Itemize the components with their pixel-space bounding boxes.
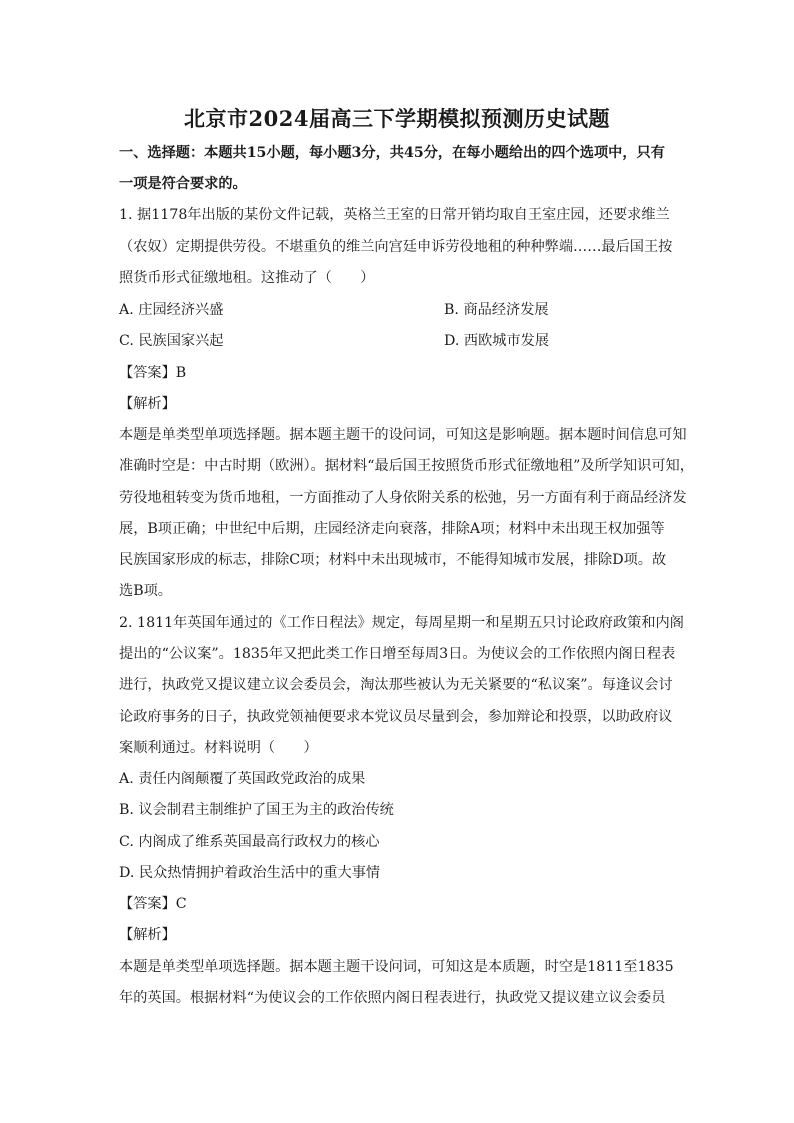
q2-stem-line-3: 进行，执政党又提议建立议会委员会，淘汰那些被认为无关紧要的“私议案”。每逢议会讨 <box>119 677 673 693</box>
q2-option-d: D. 民众热情拥护着政治生活中的重大事情 <box>119 865 381 881</box>
q1-option-a: A. 庄园经济兴盛 <box>119 302 224 318</box>
q2-stem-line-5: 案顺利通过。材料说明（ ） <box>119 740 318 756</box>
q1-stem-line-2: （农奴）定期提供劳役。不堪重负的维兰向宫廷申诉劳役地租的种种弊端……最后国王按 <box>119 239 673 255</box>
q1-stem-line-3: 照货币形式征缴地租。这推动了（ ） <box>119 270 375 286</box>
q2-option-c: C. 内阁成了维系英国最高行政权力的核心 <box>119 834 380 850</box>
section-instruction-line-2: 一项是符合要求的。 <box>119 176 247 192</box>
q2-answer: 【答案】C <box>119 896 187 912</box>
q2-stem-line-4: 论政府事务的日子，执政党领袖便要求本党议员尽量到会，参加辩论和投票，以助政府议 <box>119 709 673 725</box>
q1-analysis-line-1: 本题是单类型单项选择题。据本题主题干的设问词，可知这是影响题。据本题时间信息可知 <box>119 427 687 443</box>
q1-analysis-line-6: 选B项。 <box>119 583 172 599</box>
section-instruction-line-1: 一、选择题：本题共15小题，每小题3分，共45分，在每小题给出的四个选项中，只有 <box>119 145 665 161</box>
q1-option-c: C. 民族国家兴起 <box>119 333 224 349</box>
q1-analysis-line-3: 劳役地租转变为货币地租，一方面推动了人身依附关系的松弛，另一方面有利于商品经济发 <box>119 490 687 506</box>
q1-analysis-line-4: 展，B项正确；中世纪中后期，庄园经济走向衰落，排除A项；材料中未出现王权加强等 <box>119 521 665 537</box>
q2-option-a: A. 责任内阁颠覆了英国政党政治的成果 <box>119 771 366 787</box>
q2-analysis-line-2: 年的英国。根据材料“为使议会的工作依照内阁日程表进行，执政党又提议建立议会委员 <box>119 990 666 1006</box>
q2-stem-line-2: 提出的“公议案”。1835年又把此类工作日增至每周3日。为使议会的工作依照内阁日程表 <box>119 646 676 662</box>
q1-analysis-label: 【解析】 <box>119 396 176 412</box>
page-title: 北京市2024届高三下学期模拟预测历史试题 <box>184 106 610 131</box>
q1-option-d: D. 西欧城市发展 <box>444 333 550 349</box>
q2-analysis-label: 【解析】 <box>119 927 176 943</box>
q2-analysis-line-1: 本题是单类型单项选择题。据本题主题干设问词，可知这是本质题，时空是1811至1835 <box>119 959 674 975</box>
q1-analysis-line-2: 准确时空是：中古时期（欧洲）。据材料“最后国王按照货币形式征缴地租”及所学知识可知， <box>119 458 694 474</box>
q1-option-b: B. 商品经济发展 <box>444 302 549 318</box>
q2-option-b: B. 议会制君主制维护了国王为主的政治传统 <box>119 802 394 818</box>
q1-analysis-line-5: 民族国家形成的标志，排除C项；材料中未出现城市，不能得知城市发展，排除D项。故 <box>119 552 667 568</box>
q1-answer: 【答案】B <box>119 365 187 381</box>
q2-stem-line-1: 2. 1811年英国年通过的《工作日程法》规定，每周星期一和星期五只讨论政府政策和内阁 <box>119 615 684 631</box>
q1-stem-line-1: 1. 据1178年出版的某份文件记载，英格兰王室的日常开销均取自王室庄园，还要求维兰 <box>119 207 670 223</box>
